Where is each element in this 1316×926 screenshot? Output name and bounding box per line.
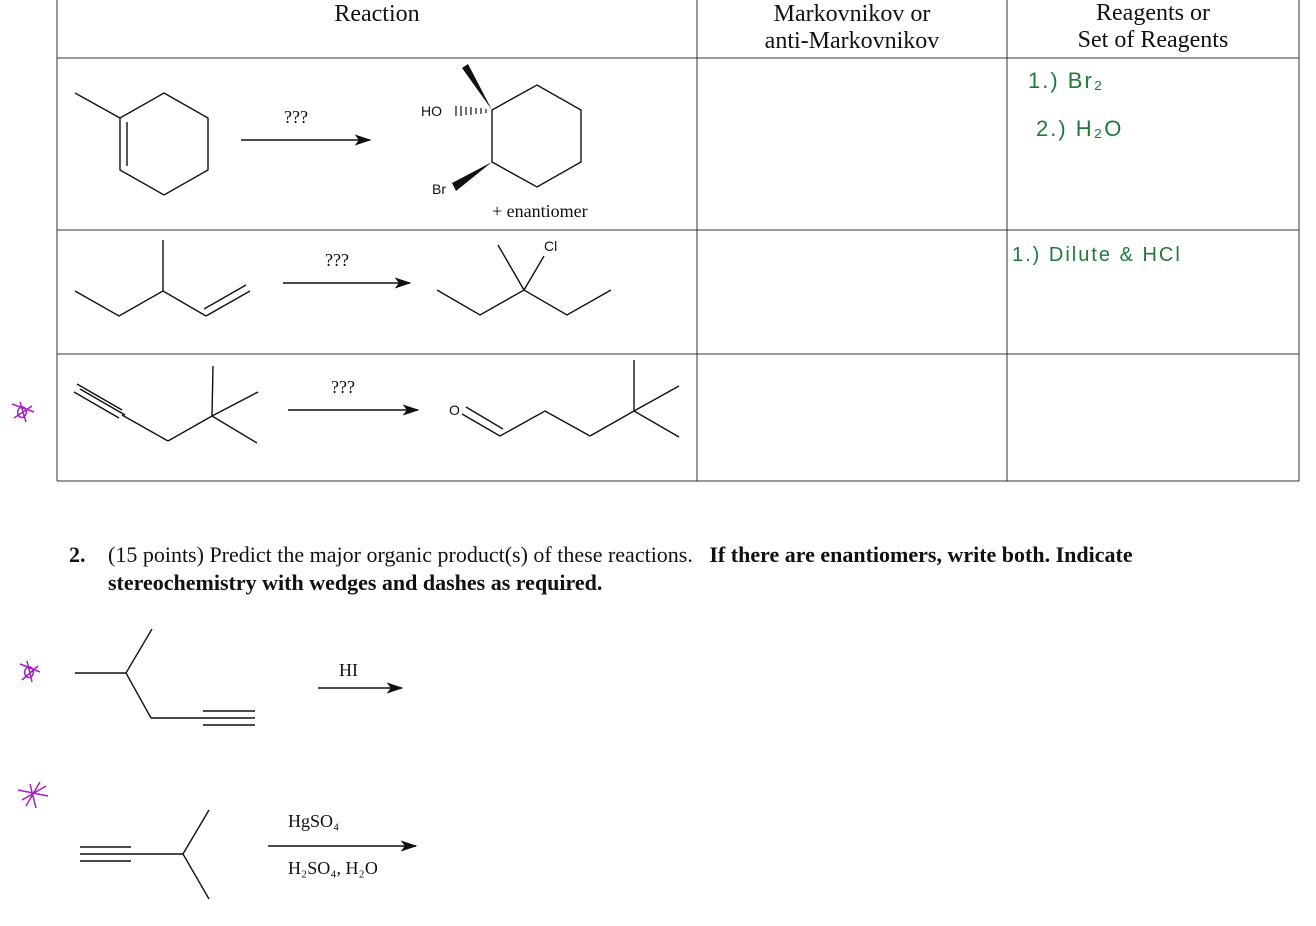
row2-atom-cl: Cl [544, 238, 558, 254]
star-mark-3 [18, 782, 48, 808]
row1-methyl-wedge [462, 64, 492, 110]
header-reagents-line1: Reagents or [1096, 0, 1210, 26]
header-markovnikov [697, 1, 1007, 55]
row1-reactant-methylcyclohexene [75, 93, 208, 195]
row1-oh-hash [456, 106, 486, 116]
row1-markovnikov-cell[interactable] [697, 58, 1007, 230]
row1-br-wedge [452, 162, 492, 191]
header-reaction: Reaction [334, 1, 420, 27]
row1-arrow-label: ??? [284, 107, 308, 127]
row3-arrow-label: ??? [331, 377, 355, 397]
q2-reaction1-alkyne [75, 629, 255, 725]
row2-reagent-line1: 1.) Dilute & HCl [1012, 244, 1182, 266]
star-mark-2 [20, 661, 40, 682]
row2-reactant-alkene [75, 240, 250, 316]
row2-product-chloroalkane [437, 245, 611, 315]
row1-atom-ho: HO [421, 103, 442, 119]
row2-arrow-label: ??? [325, 250, 349, 270]
q2-prompt [108, 541, 1258, 597]
row1-atom-br: Br [432, 181, 446, 197]
q2-text: (15 points) Predict the major organic product(s) of these reactions. [108, 542, 693, 567]
q2-reaction2-reagent-bottom: H₂SO₄, H₂O [288, 858, 378, 878]
row3-product-aldehyde [462, 360, 679, 437]
header-reagents-line2: Set of Reagents [1077, 27, 1229, 53]
row3-reactant-alkyne [74, 366, 258, 443]
q2-reaction2-reagent-top: HgSO₄ [288, 811, 340, 831]
row3-markovnikov-cell[interactable] [697, 354, 1007, 481]
q2-bold-line1: If there are enantiomers, write both. Indicate [709, 542, 1133, 567]
star-mark-1 [12, 402, 34, 422]
header-markovnikov-line2: anti-Markovnikov [764, 28, 940, 54]
row1-reagent-line1: 1.) Br₂ [1028, 68, 1105, 93]
row3-atom-o: O [449, 402, 460, 418]
row1-product-bromohydrin [492, 85, 581, 187]
margin-star-marks [12, 402, 48, 808]
q2-reaction1-reagent: HI [339, 660, 358, 680]
header-reagents [1007, 0, 1299, 54]
header-markovnikov-line1: Markovnikov or [773, 1, 931, 27]
row3-reagents-cell[interactable] [1007, 354, 1299, 481]
q2-reaction2-alkyne [80, 810, 209, 899]
q2-bold-line2: stereochemistry with wedges and dashes as required. [108, 570, 603, 595]
q2-number: 2. [69, 542, 86, 567]
row1-reagent-line2: 2.) H₂O [1036, 116, 1124, 141]
row1-enantiomer-note: + enantiomer [492, 201, 588, 221]
row2-markovnikov-cell[interactable] [697, 230, 1007, 354]
